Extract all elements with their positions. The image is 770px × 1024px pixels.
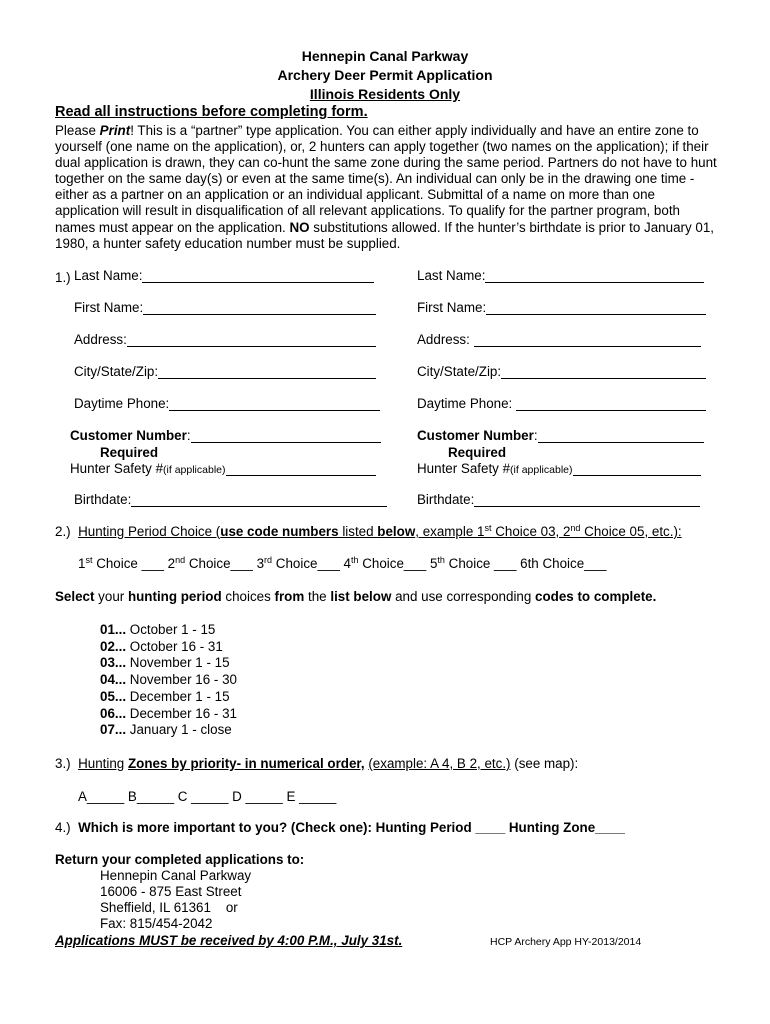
applicant2-hunter-safety-row: Hunter Safety # (if applicable) (417, 461, 701, 476)
applicant1-hunter-safety-field[interactable] (226, 465, 376, 476)
applicant2-customer-number-row: Customer Number : (417, 428, 704, 443)
city-label: City/State/Zip: (417, 364, 502, 379)
return-fax: Fax: 815/454-2042 (100, 916, 213, 932)
applicant1-hunter-safety-row: Hunter Safety # (if applicable) (70, 461, 376, 476)
select-instructions: Select your hunting period choices from the list below and use corresponding codes to complete. (55, 589, 657, 604)
applicant2-phone-row (417, 396, 706, 411)
required-label: Required (448, 445, 507, 460)
return-city: Sheffield, IL 61361 or (100, 900, 238, 916)
phone-label: Daytime Phone: (74, 396, 170, 411)
applicant1-city-row (74, 364, 376, 379)
applicant2-city-field[interactable] (501, 365, 706, 379)
last-name-label: Last Name: (74, 268, 143, 283)
form-title-line1: Hennepin Canal Parkway (301, 48, 469, 64)
deadline-notice: Applications MUST be received by 4:00 P.M., July 31st. (55, 933, 403, 948)
applicant2-address-row (417, 332, 701, 347)
applicant1-first-name-row (74, 300, 376, 315)
address-label: Address: (417, 332, 470, 347)
form-title-line2: Archery Deer Permit Application (277, 67, 493, 83)
section3-heading: 3.) Hunting Zones by priority- in numerical order, (example: A 4, B 2, etc.) (see map): (55, 756, 579, 771)
applicant2-last-name-field[interactable] (485, 269, 704, 283)
birthdate-label: Birthdate: (417, 492, 475, 507)
applicant2-birthdate-row (417, 492, 700, 507)
choice-4-blank[interactable]: 4th Choice___ (343, 555, 430, 571)
applicant1-birthdate-field[interactable] (131, 493, 387, 507)
applicant1-phone-field[interactable] (169, 397, 380, 411)
section1-number: 1.) (55, 270, 71, 285)
customer-number-label: Customer Number (70, 428, 187, 443)
applicant2-hunter-safety-field[interactable] (573, 465, 701, 476)
choice-5-blank[interactable]: 5th Choice ___ (429, 555, 521, 571)
applicant1-first-name-field[interactable] (143, 301, 376, 315)
return-street: 16006 - 875 East Street (100, 884, 242, 900)
period-code-item: 02... October 16 - 31 (100, 638, 223, 654)
last-name-label: Last Name: (417, 268, 486, 283)
hunter-safety-label: Hunter Safety # (70, 461, 164, 476)
applicant1-customer-number-row: Customer Number : (70, 428, 381, 443)
choice-2-blank[interactable]: 2nd Choice___ (167, 555, 257, 571)
choice-6-blank[interactable]: 6th Choice___ (520, 556, 607, 571)
applicant1-city-field[interactable] (158, 365, 376, 379)
applicant1-birthdate-row (74, 492, 387, 507)
applicant2-birthdate-field[interactable] (474, 493, 700, 507)
return-name: Hennepin Canal Parkway (100, 868, 252, 883)
section2-heading: 2.) Hunting Period Choice (use code numbers listed below, example 1st Choice 03, 2nd Choice 05, etc.): (55, 523, 682, 539)
form-title-line3: Illinois Residents Only (309, 86, 461, 102)
period-code-item: 07... January 1 - close (100, 722, 232, 738)
choice-3-blank[interactable]: 3rd Choice___ (256, 555, 344, 571)
applicant2-first-name-field[interactable] (486, 301, 706, 315)
period-code-item: 05... December 1 - 15 (100, 688, 230, 704)
first-name-label: First Name: (74, 300, 144, 315)
city-label: City/State/Zip: (74, 364, 159, 379)
applicant2-city-row (417, 364, 706, 379)
return-address (100, 868, 251, 932)
applicant1-phone-row (74, 396, 380, 411)
period-code-item: 04... November 16 - 30 (100, 672, 237, 688)
zone-priority-blanks[interactable]: A_____ B_____ C _____ D _____ E _____ (78, 789, 337, 804)
birthdate-label: Birthdate: (74, 492, 132, 507)
instructions-body: Please Print! This is a “partner” type application. You can either apply individually and have an entire zone to yourself (one name on the application), or, 2 hunters can apply together (two names on the application); if their dual application is drawn, they can co-hunt the same zone during the same period. Partners do not have to hunt together on the same day(s) or even at the same time(s). An individual can only be in the drawing one time - either as a partner on an application or an individual applicant. Submittal of a name on more than one application will result in disqualification of all relevant applications. To qualify for the partner program, both names must appear on the application. NO substitutions allowed. If the hunter’s birthdate is prior to January 01, 1980, a hunter safety education number must be supplied. (55, 123, 717, 251)
period-code-item: 01... October 1 - 15 (100, 622, 216, 637)
period-code-item: 06... December 16 - 31 (100, 705, 237, 721)
form-id: HCP Archery App HY-2013/2014 (490, 936, 642, 948)
required-label: Required (100, 445, 159, 460)
applicant2-address-field[interactable] (474, 333, 701, 347)
applicant2-phone-field[interactable] (516, 397, 706, 411)
phone-label: Daytime Phone: (417, 396, 513, 411)
hunter-safety-label: Hunter Safety # (417, 461, 511, 476)
choice-1-blank[interactable]: 1st Choice ___ (78, 555, 168, 571)
period-code-list (100, 622, 237, 739)
address-label: Address: (74, 332, 127, 347)
preference-check-blanks[interactable]: Which is more important to you? (Check one): Hunting Period ____ Hunting Zone____ (78, 820, 625, 835)
customer-number-label: Customer Number (417, 428, 534, 443)
applicant1-address-row (74, 332, 376, 347)
applicant1-last-name-field[interactable] (142, 269, 374, 283)
applicant2-first-name-row (417, 300, 706, 315)
instructions-heading: Read all instructions before completing form. (55, 104, 368, 120)
applicant2-last-name-row (417, 268, 704, 283)
period-code-item: 03... November 1 - 15 (100, 655, 230, 671)
first-name-label: First Name: (417, 300, 487, 315)
period-choices-row (78, 556, 606, 571)
applicant1-last-name-row (74, 268, 374, 283)
applicant2-customer-number-field[interactable] (538, 429, 704, 443)
applicant1-address-field[interactable] (127, 333, 376, 347)
section4-question: 4.) Which is more important to you? (Check one): Hunting Period ____ Hunting Zone____ (55, 820, 625, 835)
applicant1-customer-number-field[interactable] (191, 429, 381, 443)
return-heading: Return your completed applications to: (55, 852, 305, 867)
